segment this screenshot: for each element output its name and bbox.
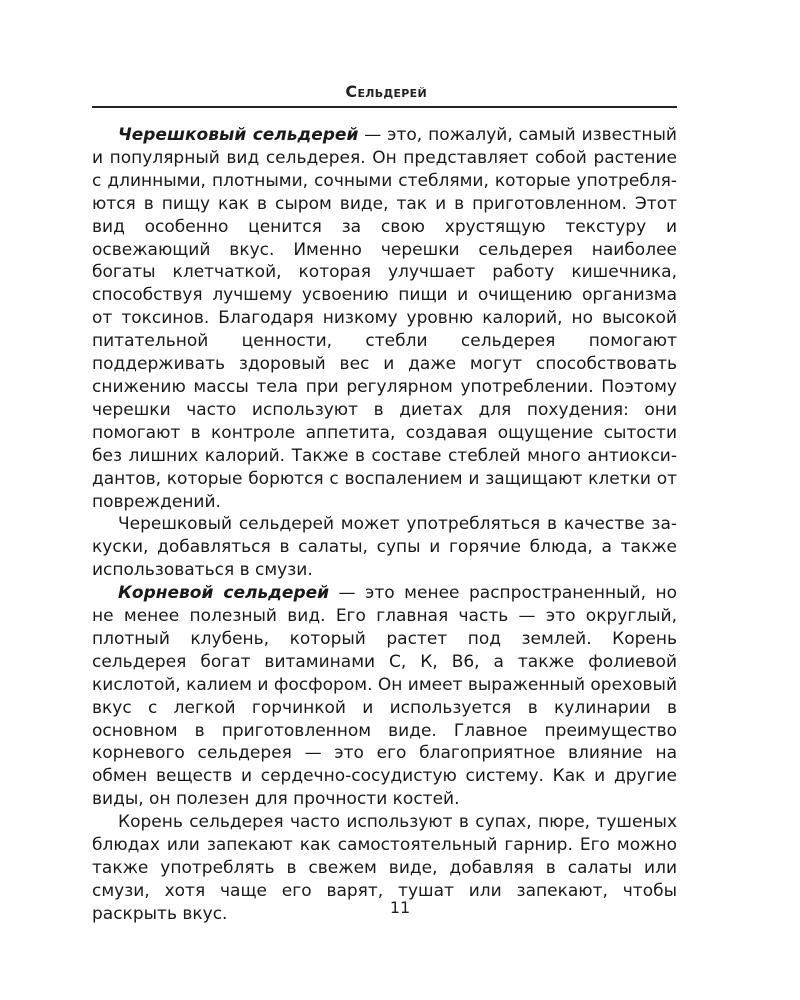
paragraph-1 [92, 124, 677, 513]
term-petiole-celery: Черешковый сельдерей [118, 125, 359, 145]
paragraph-2 [92, 513, 677, 582]
paragraph-2-text: Черешковый сельдерей может употребляться в качестве закуски, добавляться в салаты, супы и горячие блюда, а также использоваться в смузи. [92, 514, 677, 581]
page-number: 11 [389, 898, 411, 917]
paragraph-3 [92, 582, 677, 811]
term-root-celery: Корневой сельдерей [118, 583, 330, 604]
running-head [92, 80, 677, 108]
paragraph-3-text: — это менее распространенный, но не менее полезный вид. Его главная часть — это округлый, плотный клубень, который растет под землей. Корень сельдерея богат витаминами С, К, В6, а также фолиевой кислотой, калием и фосфором. Он имеет выраженный ореховый вкус с легкой горчинкой и используется в кулинарии в основном в приготовленном виде. Главное преимущество корневого сельдерея — это его благоприятное влияние на обмен веществ и сердечно-сосудистую систему. Как и другие виды, он полезен для прочности костей. [92, 583, 678, 810]
paragraph-1-text: — это, пожалуй, самый известный и популярный вид сельдерея. Он представляет собой растение с длинными, плотными, сочными стеблями, которые употребляются в пищу как в сыром виде, так и в приготовленном. Этот вид особенно ценится за свою хрустящую текстуру и освежающий вкус. Именно черешки сельдерея наиболее богаты клетчаткой, которая улучшает работу кишечника, способствуя лучшему усвоению пищи и очищению организма от токсинов. Благодаря низкому уровню калорий, но высокой питательной ценности, стебли сельдерея помогают поддерживать здоровый вес и даже могут способствовать снижению массы тела при регулярном употреблении. Поэтому черешки часто используют в диетах для похудения: они помогают в контроле аппетита, создавая ощущение сытости без лишних калорий. Также в составе стеблей много антиоксидантов, которые борются с воспалением и защищают клетки от повреждений. [92, 125, 677, 512]
body-text [92, 124, 677, 926]
running-head-title: Сельдерей [345, 82, 427, 101]
paragraph-4-text: Корень сельдерея часто используют в супах, пюре, тушеных блюдах или запекают как самостоятельный гарнир. Его можно также употреблять в свежем виде, добавляя в салаты или смузи, хотя чаще его варят, тушат или запекают, чтобы раскрыть вкус. [92, 812, 677, 924]
